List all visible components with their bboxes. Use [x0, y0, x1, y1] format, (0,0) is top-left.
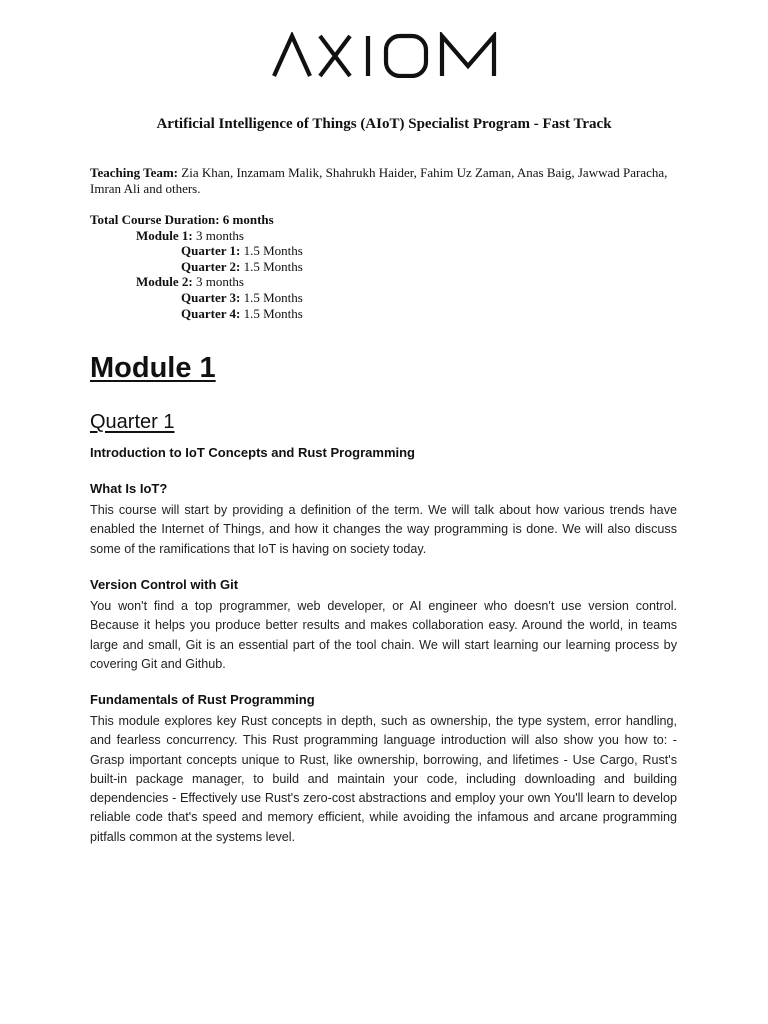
quarter1-duration: Quarter 1: 1.5 Months [181, 243, 303, 259]
quarter-heading: Quarter 1 [90, 411, 175, 433]
total-duration: Total Course Duration: 6 months [90, 212, 274, 227]
module2-duration: Module 2: 3 months [136, 274, 244, 290]
teaching-team [90, 165, 670, 197]
section-heading-rust-fundamentals: Fundamentals of Rust Programming [90, 692, 315, 707]
teaching-team-label: Teaching Team: [90, 165, 179, 180]
program-title: Artificial Intelligence of Things (AIoT) Specialist Program - Fast Track [156, 116, 612, 132]
quarter2-duration: Quarter 2: 1.5 Months [181, 258, 303, 274]
module-heading: Module 1 [90, 352, 216, 384]
section-body-what-is-iot: This course will start by providing a definition of the term. We will talk about how various trends have enabled the Internet of Things, and how it changes the way programming is done. We will also discuss some of the ramifications that IoT is having on society today. [90, 503, 677, 556]
axiom-logo-mark [270, 32, 498, 78]
teaching-team-members: Zia Khan, Inzamam Malik, Shahrukh Haider, Fahim Uz Zaman, Anas Baig, Jawwad Paracha, Imran Ali and others. [90, 165, 668, 196]
section-body-version-control: You won't find a top programmer, web developer, or AI engineer who doesn't use version control. Because it helps you produce better results and makes collaboration easy. Around the world, in teams large and small, Git is an essential part of the tool chain. We will start learning our learning process by covering Git and Github. [90, 599, 677, 671]
quarter4-duration: Quarter 4: 1.5 Months [181, 305, 303, 321]
module1-duration: Module 1: 3 months [136, 227, 244, 243]
axiom-logo [0, 32, 768, 83]
section-heading-version-control: Version Control with Git [90, 577, 239, 592]
course-title: Introduction to IoT Concepts and Rust Programming [90, 445, 415, 460]
section-body-rust-fundamentals: This module explores key Rust concepts in depth, such as ownership, the type system, error handling, and fearless concurrency. This Rust programming language introduction will also show you how to: - Grasp important concepts unique to Rust, like ownership, borrowing, and lifetimes - Use Cargo, Rust's built-in package manager, to build and maintain your code, including downloading and building dependencies - Effectively use Rust's zero-cost abstractions and employ your own You'll learn to develop reliable code that's speed and memory efficient, while avoiding the infamous and arcane programming pitfalls common at the systems level. [90, 714, 677, 844]
quarter3-duration: Quarter 3: 1.5 Months [181, 289, 303, 305]
section-heading-what-is-iot: What Is IoT? [90, 481, 168, 496]
course-duration [90, 212, 590, 321]
